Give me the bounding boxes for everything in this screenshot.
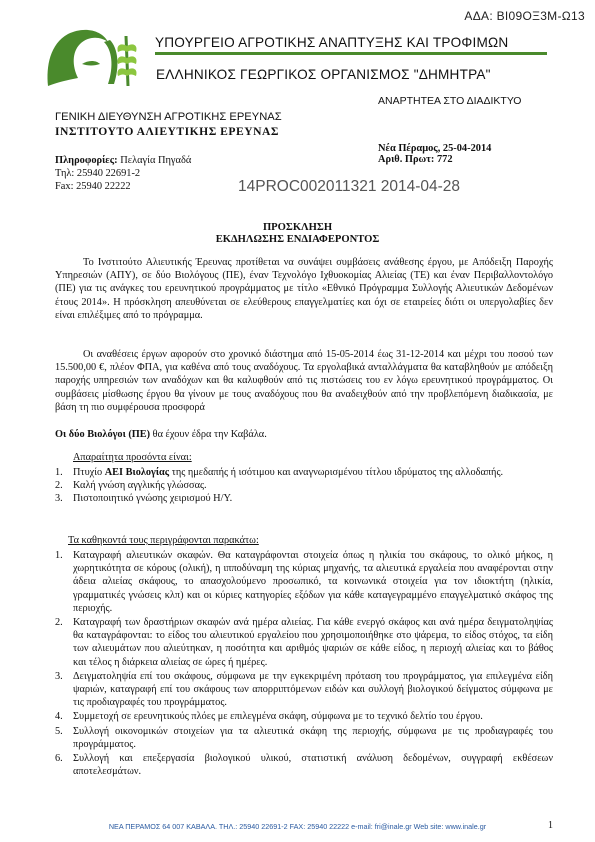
contact-info <box>55 155 191 166</box>
paragraph-intro: Το Ινστιτούτο Αλιευτικής Έρευνας προτίθεται να συνάψει συμβάσεις ανάθεσης έργου, με Απόδειξη Παροχής Υπηρεσιών (ΑΠΥ), σε δύο Βιολόγους (ΠΕ), έναν Τεχνολόγο Ιχθυοκομίας Αλιείας (ΤΕ) και έναν Περιβαλλοντολόγο (ΠΕ) για τις ανάγκες του ερευνητικού προγράμματος με τίτλο «Εθνικό Πρόγραμμα Συλλογής Αλιευτικών Δεδομένων έτους 2014». Η πρόσκληση απευθύνεται σε ελεύθερους επαγγελματίες και όχι σε εταιρείες διότι οι υπεργολαβίες δεν είναι επιλέξιμες από το πρόγραμμα. <box>55 257 553 321</box>
ada-code: ΑΔΑ: ΒΙ09ΟΞ3Μ-Ω13 <box>464 9 585 23</box>
list-item: 6. Συλλογή και επεξεργασία βιολογικού υλικού, στατιστική ανάλυση δεδομένων, συγγραφή εκθέσεων αποτελεσμάτων. <box>55 753 553 778</box>
requirement-text-1: Πτυχίο ΑΕΙ Βιολογίας της ημεδαπής ή ισότιμου και αναγνωρισμένου τίτλου ιδρύματος της αλλοδαπής. <box>73 467 504 478</box>
paragraph-location <box>55 428 553 441</box>
duties-list <box>55 549 553 779</box>
info-label: Πληροφορίες: <box>55 155 118 166</box>
list-item: 5. Συλλογή οικονομικών στοιχείων για τα αλιευτικά σκάφη της περιοχής, σύμφωνα με τις προδιαγραφές του προγράμματος. <box>55 725 553 750</box>
paragraph-terms: Οι αναθέσεις έργων αφορούν στο χρονικό διάστημα από 15-05-2014 έως 31-12-2014 και μέχρι του ποσού των 15.500,00 €, πλέον ΦΠΑ, για καθένα από τους αναδόχους. Τα εργολαβικά ανταλλάγματα θα καταβληθούν με απόδειξη παροχής υπηρεσιών των αναδόχων και θα καλυφθούν από τις πιστώσεις του εν λόγω ερευνητικού προγράμματος. Οι συμβάσεις μίσθωσης έργου θα γίνουν με τους αναδόχους που θα αναδειχθούν από την προβλεπόμενη διαδικασία, με βάση τη πιο συμφέρουσα προσφορά <box>55 349 553 413</box>
contact-fax: Fax: 25940 22222 <box>55 181 131 192</box>
document-title: ΠΡΟΣΚΛΗΣΗ <box>262 222 333 233</box>
contact-tel: Τηλ: 25940 22691-2 <box>55 168 141 179</box>
organization-name: ΕΛΛΗΝΙΚΟΣ ΓΕΩΡΓΙΚΟΣ ΟΡΓΑΝΙΣΜΟΣ "ΔΗΜΗΤΡΑ" <box>156 67 491 82</box>
list-item: 1. Καταγραφή αλιευτικών σκαφών. Θα καταγράφονται στοιχεία όπως η ηλικία του σκάφους, το ολικό μήκος, η χωρητικότητα σε κόρους (ολική), η ιπποδύναμη της κύριας μηχανής, τα αλιευτικά εργαλεία που αναφέρονται στην άδεια αλιείας σκάφους, το απασχολούμενο προσωπικό, τα κοινωνικά στοιχεία για τον ιδιοκτήτη (ηλικία, γραμματικές γνώσεις κλπ) και οι κύριες κατηγορίες εξόδων για κάθε καταγεγραμμένο επαγγελματικό σκάφος της περιοχής. <box>55 550 553 614</box>
requirements-heading: Απαραίτητα προσόντα είναι: <box>73 452 192 463</box>
list-item: 2. Καταγραφή των δραστήριων σκαφών ανά ημέρα αλιείας. Για κάθε ενεργό σκάφος και ανά ημέρα δειγματοληψίας θα καταγράφονται: το είδος του αλιευτικού εργαλείου που χρησιμοποιήθηκε στο ψάρεμα, το είδος στόχος, τα είδη των αλιευμάτων που αλιεύτηκαν, η ποσότητα και αριθμός ψαριών σε κάθε είδος, η περιοχή αλιείας και το βάθος και τέλος η διάρκεια αλιείας σε ώρες ή ημέρες. <box>55 617 553 668</box>
footer-address: ΝΕΑ ΠΕΡΑΜΟΣ 64 007 ΚΑΒΑΛΑ. ΤΗΛ.: 25940 22691-2 FAX: 25940 22222 e-mail: fri@inale.gr Web site: www.inale.gr <box>108 822 487 831</box>
publish-notice: ΑΝΑΡΤΗΤΕΑ ΣΤΟ ΔΙΑΔΙΚΤΥΟ <box>378 95 522 107</box>
institute-name: ΙΝΣΤΙΤΟΥΤΟ ΑΛΙΕΥΤΙΚΗΣ ΕΡΕΥΝΑΣ <box>55 125 279 138</box>
ministry-name: ΥΠΟΥΡΓΕΙΟ ΑΓΡΟΤΙΚΗΣ ΑΝΑΠΤΥΞΗΣ ΚΑΙ ΤΡΟΦΙΜΩΝ <box>155 35 509 50</box>
duties-heading: Τα καθηκοντά τους περιγράφονται παρακάτω: <box>68 535 259 546</box>
document-date: Νέα Πέραμος, 25-04-2014 <box>378 143 492 154</box>
info-value: Πελαγία Πηγαδά <box>120 155 192 166</box>
demeter-logo-icon <box>38 26 150 90</box>
list-item: 3. Δειγματοληψία επί του σκάφους, σύμφωνα με την εγκεκριμένη πρόταση του προγράμματος, για επιλεγμένα είδη ψαριών, καταγραφή επί του σκάφους των απορριπτόμενων ειδών και συλλογή βιολογικού δείγματος σύμφωνα με τις προδιαγραφές του προγράμματος. <box>55 670 553 709</box>
page-number: 1 <box>548 820 553 831</box>
registry-stamp: 14PROC002011321 2014-04-28 <box>238 178 461 195</box>
list-item: 3. Πιστοποιητικό γνώσης χειρισμού Η/Υ. <box>55 493 233 505</box>
protocol-number: Αριθ. Πρωτ: 772 <box>378 154 453 165</box>
list-item: 2. Καλή γνώση αγγλικής γλώσσας. <box>55 480 207 492</box>
location-bold: Οι δύο Βιολόγοι (ΠΕ) <box>55 429 151 440</box>
location-rest: θα έχουν έδρα την Καβάλα. <box>150 429 267 440</box>
requirements-list <box>55 466 553 506</box>
header-divider <box>155 52 547 55</box>
general-directorate: ΓΕΝΙΚΗ ΔΙΕΥΘΥΝΣΗ ΑΓΡΟΤΙΚΗΣ ΕΡΕΥΝΑΣ <box>55 111 282 123</box>
list-item: 4. Συμμετοχή σε ερευνητικούς πλόες με επιλεγμένα σκάφη, σύμφωνα με το τεχνικό δελτίο του έργου. <box>55 711 483 723</box>
document-subtitle: ΕΚΔΗΛΩΣΗΣ ΕΝΔΙΑΦΕΡΟΝΤΟΣ <box>215 234 380 245</box>
list-item: 1. Πτυχίο ΑΕΙ Βιολογίας της ημεδαπής ή ισότιμου και αναγνωρισμένου τίτλου ιδρύματος της αλλοδαπής. <box>55 467 504 478</box>
